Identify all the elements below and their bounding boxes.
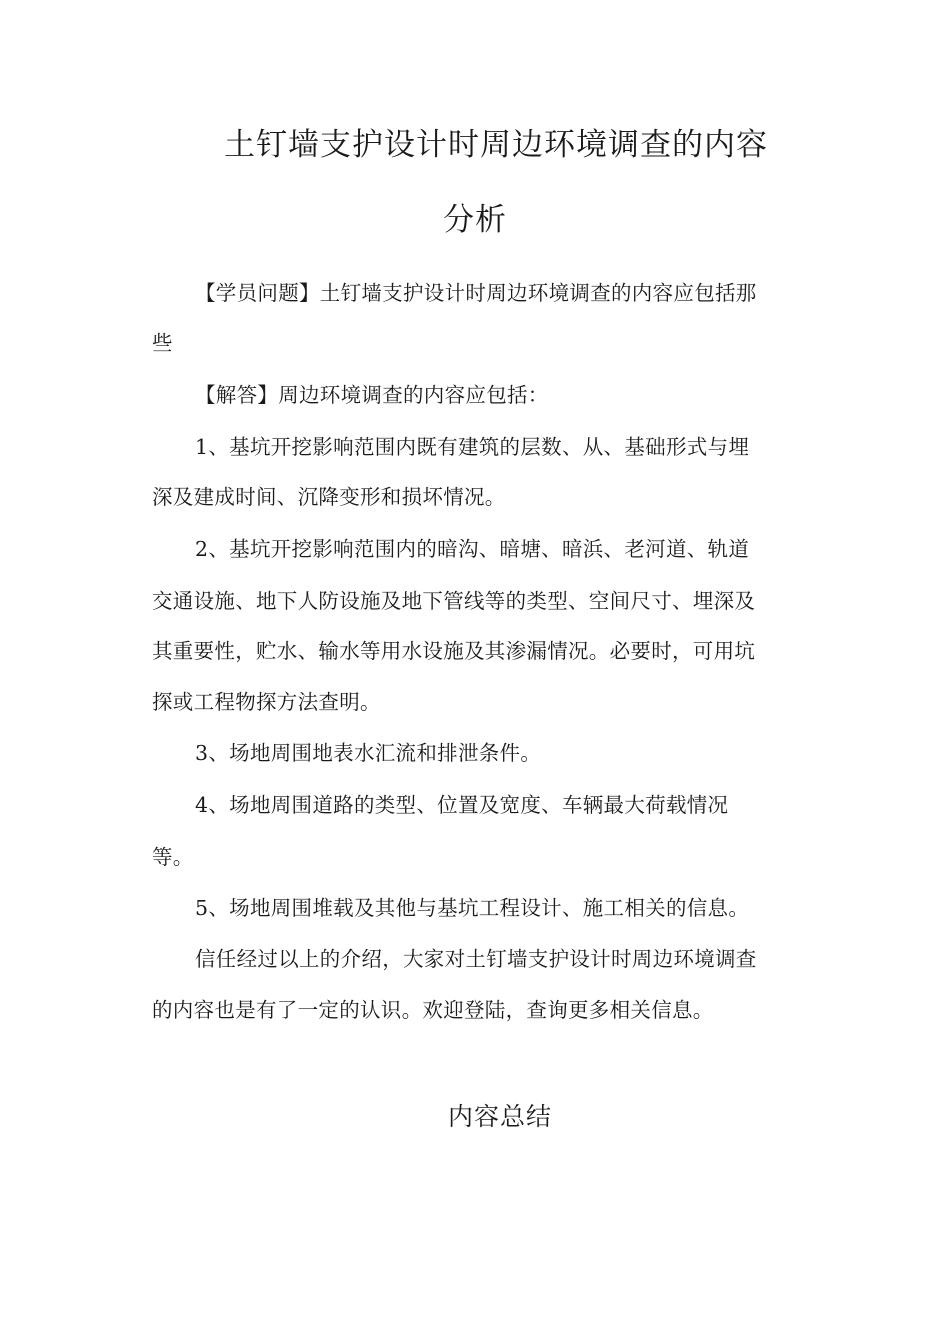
summary-heading: 内容总结 xyxy=(448,1102,553,1131)
item-4-line-1: 4、场地周围道路的类型、位置及宽度、车辆最大荷载情况 xyxy=(195,793,729,817)
item-3-line-1: 3、场地周围地表水汇流和排泄条件。 xyxy=(195,741,542,765)
item-1-line-1: 1、基坑开挖影响范围内既有建筑的层数、从、基础形式与埋 xyxy=(195,435,750,459)
question-line-2: 些 xyxy=(152,331,173,355)
item-1-line-2: 深及建成时间、沉降变形和损坏情况。 xyxy=(152,485,506,509)
document-title-line-1: 土钉墙支护设计时周边环境调查的内容 xyxy=(224,127,768,163)
item-2-line-1: 2、基坑开挖影响范围内的暗沟、暗塘、暗浜、老河道、轨道 xyxy=(195,537,750,561)
question-line-1: 【学员问题】土钉墙支护设计时周边环境调查的内容应包括那 xyxy=(195,281,757,305)
answer-intro: 【解答】周边环境调查的内容应包括： xyxy=(195,383,549,407)
closing-line-2: 的内容也是有了一定的认识。欢迎登陆，查询更多相关信息。 xyxy=(152,998,714,1022)
item-4-line-2: 等。 xyxy=(152,845,194,869)
closing-line-1: 信任经过以上的介绍，大家对土钉墙支护设计时周边环境调查 xyxy=(195,947,757,971)
document-title-line-2: 分析 xyxy=(443,202,507,238)
item-2-line-4: 探或工程物探方法查明。 xyxy=(152,690,381,714)
item-5-line-1: 5、场地周围堆载及其他与基坑工程设计、施工相关的信息。 xyxy=(195,896,750,920)
item-2-line-2: 交通设施、地下人防设施及地下管线等的类型、空间尺寸、埋深及 xyxy=(152,589,756,613)
item-2-line-3: 其重要性，贮水、输水等用水设施及其渗漏情况。必要时，可用坑 xyxy=(152,639,756,663)
